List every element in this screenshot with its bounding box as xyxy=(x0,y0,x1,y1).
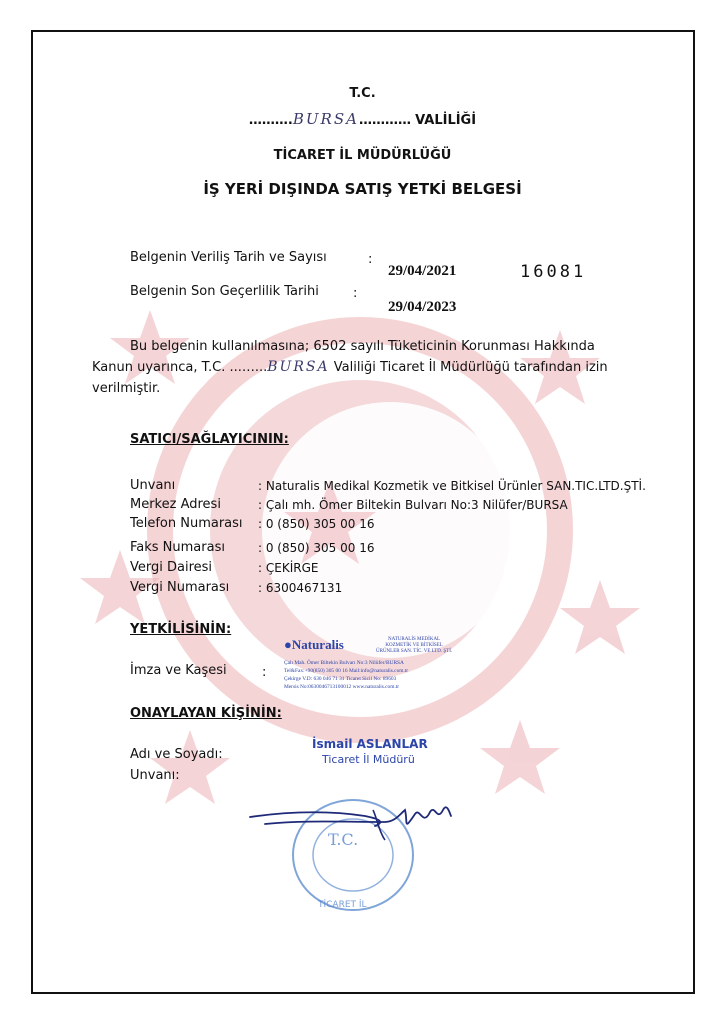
stamp-brand-text: Naturalis xyxy=(291,637,344,652)
paragraph-line-2a: Kanun uyarınca, T.C. xyxy=(92,360,226,375)
stamp-name-line-2: KOZMETİK VE BİTKİSEL xyxy=(385,643,443,648)
stamp-brand xyxy=(284,637,344,653)
issue-date: 29/04/2021 xyxy=(388,263,457,279)
seller-label-fax: Faks Numarası xyxy=(130,540,225,555)
stamp-detail-2: Tel&Fax:+90(850) 305 00 16 Mail:info@naturalis.com.tr xyxy=(284,668,409,674)
paragraph-handwritten-province: BURSA xyxy=(267,359,330,375)
expiry-colon: : xyxy=(353,286,358,301)
seal-ring-text: TİCARET İL xyxy=(318,900,367,910)
approver-name-label: Adı ve Soyadı: xyxy=(130,747,223,762)
issue-number: 16081 xyxy=(520,262,587,282)
stamp-name-line-1: NATURALİS MEDİKAL xyxy=(388,637,441,642)
company-stamp xyxy=(282,637,453,697)
header-valiligi: VALİLİĞİ xyxy=(415,113,477,128)
seller-heading: SATICI/SAĞLAYICININ: xyxy=(130,432,289,447)
stamp-detail-3: Çekirge V.D: 630 046 71 31 Ticaret Sicil No: 89603 xyxy=(284,676,397,682)
province-dots-before: ………. xyxy=(248,113,293,128)
seller-value-tax-number: : 6300467131 xyxy=(258,581,343,595)
sign-colon: : xyxy=(262,665,267,680)
approver-signature xyxy=(245,792,455,852)
approver-heading: ONAYLAYAN KİŞİNİN: xyxy=(130,706,282,721)
paragraph-line-2b: Valiliği Ticaret İl Müdürlüğü tarafından izin xyxy=(333,360,608,375)
seller-value-title: : Naturalis Medikal Kozmetik ve Bitkisel Ürünler SAN.TIC.LTD.ŞTİ. xyxy=(258,479,646,493)
seller-label-tax-office: Vergi Dairesi xyxy=(130,560,213,575)
paragraph-line-3: verilmiştir. xyxy=(92,381,161,396)
seller-label-phone: Telefon Numarası xyxy=(130,516,243,531)
province-handwritten: BURSA xyxy=(292,110,359,128)
header-tc: T.C. xyxy=(349,86,376,101)
stamp-detail-1: Çalı Mah. Ömer Biltekin Bulvarı No:3 Nilüfer/BURSA xyxy=(284,660,404,666)
header-directorate: TİCARET İL MÜDÜRLÜĞÜ xyxy=(273,148,452,163)
province-dots-after: ………… xyxy=(358,113,411,128)
seller-value-tax-office: : ÇEKİRGE xyxy=(258,561,319,575)
seller-label-title: Unvanı xyxy=(130,478,176,493)
stamp-company-name xyxy=(376,637,452,655)
paragraph-line-1: Bu belgenin kullanılmasına; 6502 sayılı Tüketicinin Korunması Hakkında xyxy=(130,339,595,354)
stamp-details xyxy=(284,659,408,691)
document-title: İŞ YERİ DIŞINDA SATIŞ YETKİ BELGESİ xyxy=(203,180,522,198)
stamp-detail-4: Mersis No:0630046713100012 www.naturalis.com.tr xyxy=(284,684,400,690)
seller-label-tax-number: Vergi Numarası xyxy=(130,580,230,595)
seller-label-address: Merkez Adresi xyxy=(130,497,221,512)
authorized-heading: YETKİLİSİNİN: xyxy=(130,622,232,637)
seller-value-fax: : 0 (850) 305 00 16 xyxy=(258,541,375,555)
paragraph-dots: ...…... xyxy=(229,360,268,375)
header-province-line xyxy=(0,110,725,128)
seal-tc-text: T.C. xyxy=(328,830,359,849)
expiry-date: 29/04/2023 xyxy=(388,299,457,315)
sign-label: İmza ve Kaşesi xyxy=(130,663,227,678)
stamp-logo-icon: ● xyxy=(284,637,292,652)
issue-label: Belgenin Veriliş Tarih ve Sayısı xyxy=(130,250,327,265)
approver-title-label: Unvanı: xyxy=(130,768,180,783)
paragraph-line-2 xyxy=(92,357,640,378)
seller-value-phone: : 0 (850) 305 00 16 xyxy=(258,517,375,531)
permission-paragraph xyxy=(92,336,640,399)
issue-colon: : xyxy=(368,252,373,267)
seller-value-address: : Çalı mh. Ömer Biltekin Bulvarı No:3 Nilüfer/BURSA xyxy=(258,498,568,512)
expiry-label: Belgenin Son Geçerlilik Tarihi xyxy=(130,284,319,299)
stamp-name-line-3: ÜRÜNLER SAN. TİC. VE LTD. ŞTİ. xyxy=(376,649,453,654)
approver-stamp-name: İsmail ASLANLAR xyxy=(312,737,428,751)
approver-stamp-title: Ticaret İl Müdürü xyxy=(322,753,415,766)
